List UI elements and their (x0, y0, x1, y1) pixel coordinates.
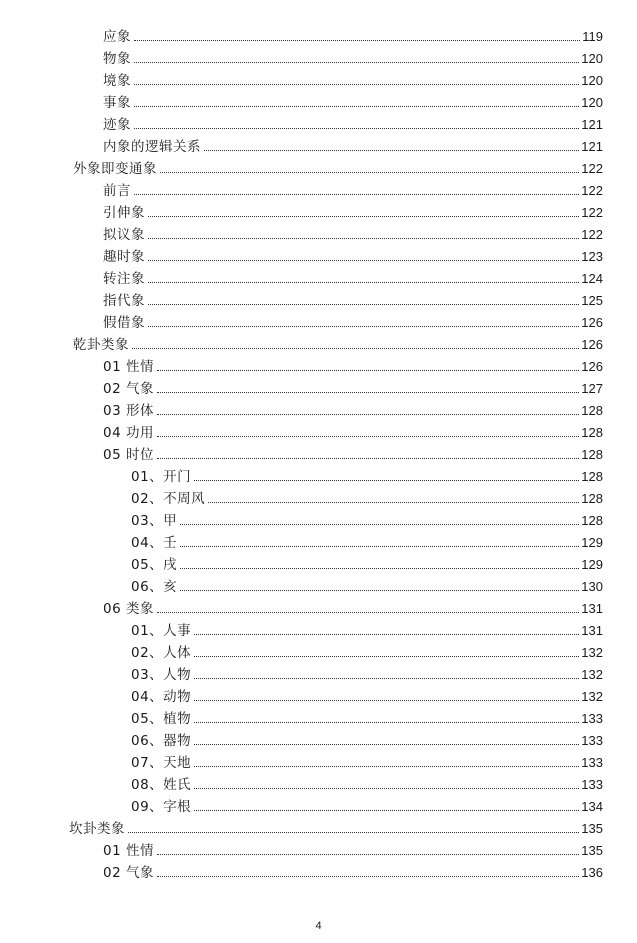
toc-entry-title: 03、甲 (131, 513, 178, 529)
toc-entry-title: 05、植物 (131, 711, 192, 727)
toc-dot-leader (180, 590, 579, 591)
toc-entry-title: 06、亥 (131, 579, 178, 595)
toc-entry-title: 境象 (103, 73, 131, 89)
toc-dot-leader (132, 348, 579, 349)
toc-entry-title: 02、不周风 (131, 491, 206, 507)
toc-dot-leader (157, 876, 579, 877)
toc-dot-leader (148, 326, 579, 327)
toc-entry[interactable] (0, 464, 637, 486)
toc-entry[interactable] (0, 684, 637, 706)
toc-entry-title: 02 气象 (103, 865, 154, 881)
toc-entry-page: 128 (581, 403, 603, 418)
page-number: 4 (315, 920, 322, 932)
toc-entry-title: 06 类象 (103, 601, 154, 617)
toc-dot-leader (134, 128, 579, 129)
toc-entry[interactable] (0, 860, 637, 882)
toc-entry-title: 坎卦类象 (69, 821, 125, 837)
toc-entry[interactable] (0, 134, 637, 156)
toc-entry[interactable] (0, 90, 637, 112)
toc-entry-page: 122 (581, 205, 603, 220)
toc-entry-title: 事象 (103, 95, 131, 111)
toc-dot-leader (194, 480, 579, 481)
toc-dot-leader (194, 656, 579, 657)
toc-entry[interactable] (0, 310, 637, 332)
toc-entry-title: 指代象 (103, 293, 145, 309)
toc-dot-leader (194, 810, 579, 811)
toc-entry[interactable] (0, 398, 637, 420)
table-of-contents (0, 24, 637, 882)
toc-entry-title: 07、天地 (131, 755, 192, 771)
toc-entry-title: 假借象 (103, 315, 145, 331)
toc-entry-page: 121 (581, 117, 603, 132)
toc-entry-title: 转注象 (103, 271, 145, 287)
toc-entry-page: 122 (581, 161, 603, 176)
toc-entry[interactable] (0, 200, 637, 222)
toc-entry[interactable] (0, 640, 637, 662)
toc-entry-title: 06、器物 (131, 733, 192, 749)
toc-entry[interactable] (0, 354, 637, 376)
toc-dot-leader (134, 62, 579, 63)
toc-entry[interactable] (0, 156, 637, 178)
toc-dot-leader (180, 546, 579, 547)
toc-entry-page: 131 (581, 601, 603, 616)
toc-entry-page: 128 (581, 447, 603, 462)
toc-entry[interactable] (0, 508, 637, 530)
toc-entry-page: 121 (581, 139, 603, 154)
toc-entry-page: 133 (581, 733, 603, 748)
toc-dot-leader (134, 194, 579, 195)
toc-entry-page: 119 (582, 29, 603, 44)
toc-dot-leader (157, 392, 579, 393)
toc-entry-title: 04 功用 (103, 425, 154, 441)
toc-entry[interactable] (0, 266, 637, 288)
toc-entry-title: 02、人体 (131, 645, 192, 661)
toc-entry-title: 物象 (103, 51, 131, 67)
toc-dot-leader (157, 458, 579, 459)
toc-dot-leader (204, 150, 579, 151)
toc-entry[interactable] (0, 178, 637, 200)
toc-entry-page: 122 (581, 227, 603, 242)
toc-entry-title: 引伸象 (103, 205, 145, 221)
toc-entry-title: 乾卦类象 (73, 337, 129, 353)
toc-entry-title: 02 气象 (103, 381, 154, 397)
toc-entry-page: 127 (581, 381, 603, 396)
toc-entry-title: 01、开门 (131, 469, 192, 485)
toc-dot-leader (194, 788, 579, 789)
toc-entry[interactable] (0, 750, 637, 772)
toc-entry[interactable] (0, 420, 637, 442)
toc-entry-page: 130 (581, 579, 603, 594)
toc-entry[interactable] (0, 706, 637, 728)
toc-entry-page: 134 (581, 799, 603, 814)
toc-entry-page: 133 (581, 777, 603, 792)
toc-entry[interactable] (0, 24, 637, 46)
toc-dot-leader (194, 678, 579, 679)
toc-entry[interactable] (0, 288, 637, 310)
toc-entry-page: 135 (581, 843, 603, 858)
toc-entry-title: 05 时位 (103, 447, 154, 463)
toc-entry[interactable] (0, 794, 637, 816)
toc-entry-title: 外象即变通象 (73, 161, 157, 177)
toc-dot-leader (148, 304, 579, 305)
toc-entry-page: 122 (581, 183, 603, 198)
toc-dot-leader (157, 612, 579, 613)
toc-dot-leader (128, 832, 579, 833)
toc-entry-page: 132 (581, 689, 603, 704)
toc-entry-title: 03、人物 (131, 667, 192, 683)
toc-dot-leader (134, 84, 579, 85)
toc-entry-page: 124 (581, 271, 603, 286)
toc-entry-title: 09、字根 (131, 799, 192, 815)
toc-entry-page: 120 (581, 51, 603, 66)
toc-dot-leader (194, 722, 579, 723)
toc-entry-page: 129 (581, 535, 603, 550)
toc-entry[interactable] (0, 596, 637, 618)
toc-entry-title: 前言 (103, 183, 131, 199)
toc-dot-leader (180, 568, 579, 569)
toc-dot-leader (148, 216, 579, 217)
toc-entry[interactable] (0, 112, 637, 134)
toc-entry-title: 迹象 (103, 117, 131, 133)
toc-entry[interactable] (0, 332, 637, 354)
toc-entry-page: 135 (581, 821, 603, 836)
toc-entry-page: 120 (581, 95, 603, 110)
toc-entry[interactable] (0, 222, 637, 244)
toc-entry-title: 趣时象 (103, 249, 145, 265)
toc-entry-page: 125 (581, 293, 603, 308)
toc-dot-leader (148, 238, 579, 239)
toc-entry[interactable] (0, 574, 637, 596)
toc-entry-page: 133 (581, 711, 603, 726)
toc-dot-leader (157, 370, 579, 371)
toc-dot-leader (148, 282, 579, 283)
toc-entry-page: 133 (581, 755, 603, 770)
toc-entry[interactable] (0, 530, 637, 552)
toc-entry-page: 129 (581, 557, 603, 572)
toc-entry-page: 126 (581, 337, 603, 352)
toc-entry-page: 123 (581, 249, 603, 264)
toc-entry-page: 120 (581, 73, 603, 88)
toc-entry[interactable] (0, 244, 637, 266)
toc-dot-leader (194, 700, 579, 701)
toc-entry-page: 132 (581, 645, 603, 660)
toc-dot-leader (208, 502, 579, 503)
toc-entry-page: 126 (581, 359, 603, 374)
toc-dot-leader (134, 106, 579, 107)
toc-entry-page: 136 (581, 865, 603, 880)
toc-entry[interactable] (0, 728, 637, 750)
toc-entry-page: 128 (581, 469, 603, 484)
toc-entry[interactable] (0, 838, 637, 860)
toc-entry-page: 128 (581, 425, 603, 440)
toc-dot-leader (157, 414, 579, 415)
toc-entry-title: 04、动物 (131, 689, 192, 705)
toc-dot-leader (194, 766, 579, 767)
toc-entry-title: 05、戌 (131, 557, 178, 573)
toc-entry[interactable] (0, 376, 637, 398)
toc-entry[interactable] (0, 772, 637, 794)
toc-entry[interactable] (0, 618, 637, 640)
toc-entry[interactable] (0, 486, 637, 508)
toc-dot-leader (180, 524, 579, 525)
toc-entry[interactable] (0, 46, 637, 68)
toc-dot-leader (160, 172, 579, 173)
toc-entry-title: 内象的逻辑关系 (103, 139, 201, 155)
toc-entry-page: 132 (581, 667, 603, 682)
toc-entry[interactable] (0, 68, 637, 90)
toc-dot-leader (134, 40, 580, 41)
toc-entry-title: 04、壬 (131, 535, 178, 551)
toc-entry-title: 08、姓氏 (131, 777, 192, 793)
toc-entry[interactable] (0, 816, 637, 838)
toc-entry-title: 应象 (103, 29, 131, 45)
toc-entry-title: 拟议象 (103, 227, 145, 243)
toc-entry[interactable] (0, 442, 637, 464)
toc-entry-title: 01 性情 (103, 359, 154, 375)
toc-entry-title: 01 性情 (103, 843, 154, 859)
toc-entry-page: 128 (581, 513, 603, 528)
toc-dot-leader (148, 260, 579, 261)
toc-dot-leader (194, 744, 579, 745)
toc-entry-page: 126 (581, 315, 603, 330)
toc-dot-leader (194, 634, 579, 635)
toc-entry[interactable] (0, 552, 637, 574)
toc-entry-title: 01、人事 (131, 623, 192, 639)
toc-dot-leader (157, 436, 579, 437)
toc-entry-page: 131 (581, 623, 603, 638)
toc-entry-page: 128 (581, 491, 603, 506)
toc-entry-title: 03 形体 (103, 403, 154, 419)
toc-entry[interactable] (0, 662, 637, 684)
toc-dot-leader (157, 854, 579, 855)
